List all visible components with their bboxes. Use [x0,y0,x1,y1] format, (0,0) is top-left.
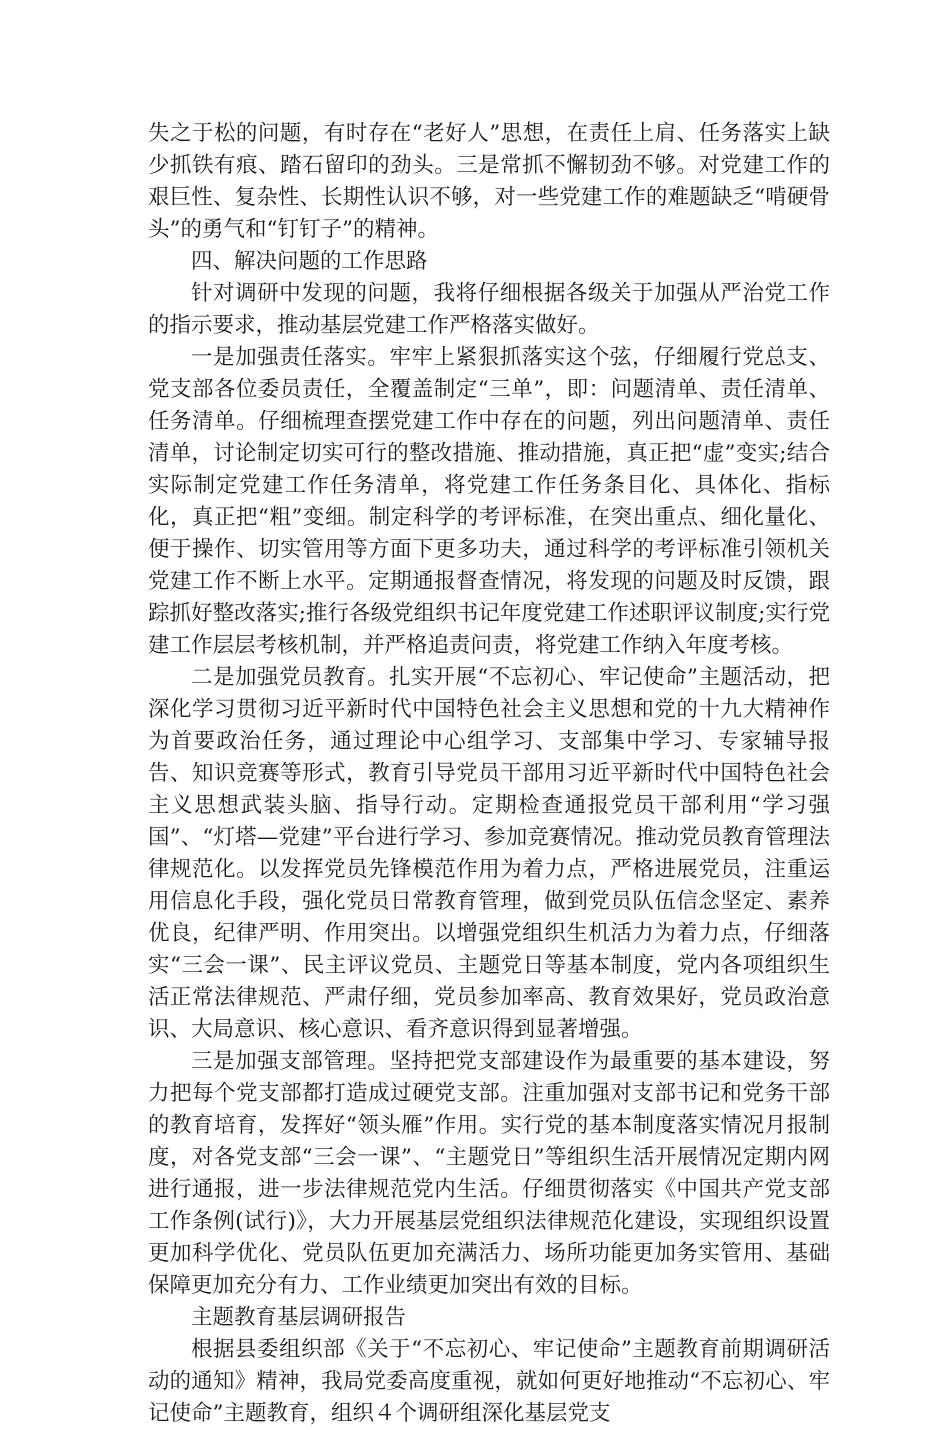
paragraph-education: 二是加强党员教育。扎实开展“不忘初心、牢记使命”主题活动，把深化学习贯彻习近平新时代中国特色社会主义思想和党的十九大精神作为首要政治任务，通过理论中心组学习、支部集中学习、专家辅导报告、知识竞赛等形式，教育引导党员干部用习近平新时代中国特色社会主义思想武装头脑、指导行动。定期检查通报党员干部利用“学习强国”、“灯塔—党建”平台进行学习、参加竞赛情况。推动党员教育管理法律规范化。以发挥党员先锋模范作用为着力点，严格进展党员，注重运用信息化手段，强化党员日常教育管理，做到党员队伍信念坚定、素养优良，纪律严明、作用突出。以增强党组织生机活力为着力点，仔细落实“三会一课”、民主评议党员、主题党日等基本制度，党内各项组织生活正常法律规范、严肃仔细，党员参加率高、教育效果好，党员政治意识、大局意识、核心意识、看齐意识得到显著增强。 [148,665,830,1042]
report-title: 主题教育基层调研报告 [191,1305,407,1330]
paragraph-continuation: 失之于松的问题，有时存在“老好人”思想，在责任上肩、任务落实上缺少抓铁有痕、踏石留印的劲头。三是常抓不懈韧劲不够。对党建工作的艰巨性、复杂性、长期性认识不够，对一些党建工作的难题缺乏“啃硬骨头”的勇气和“钉钉子”的精神。 [148,121,830,242]
document-body [148,118,830,1430]
paragraph-responsibility: 一是加强责任落实。牢牢上紧狠抓落实这个弦，仔细履行党总支、党支部各位委员责任，全覆盖制定“三单”，即：问题清单、责任清单、任务清单。仔细梳理查摆党建工作中存在的问题，列出问题清单、责任清单，讨论制定切实可行的整改措施、推动措施，真正把“虚”变实;结合实际制定党建工作任务清单，将党建工作任务条目化、具体化、指标化，真正把“粗”变细。制定科学的考评标准，在突出重点、细化量化、便于操作、切实管用等方面下更多功夫，通过科学的考评标准引领机关党建工作不断上水平。定期通报督查情况，将发现的问题及时反馈，跟踪抓好整改落实;推行各级党组织书记年度党建工作述职评议制度;实行党建工作层层考核机制，并严格追责问责，将党建工作纳入年度考核。 [148,345,830,658]
paragraph-report-opening: 根据县委组织部《关于“不忘初心、牢记使命”主题教育前期调研活动的通知》精神，我局党委高度重视，就如何更好地推动“不忘初心、牢记使命”主题教育，组织４个调研组深化基层党支 [148,1337,830,1426]
paragraph-branch-management: 三是加强支部管理。坚持把党支部建设作为最重要的基本建设，努力把每个党支部都打造成过硬党支部。注重加强对支部书记和党务干部的教育培育，发挥好“领头雁”作用。实行党的基本制度落实情况月报制度，对各党支部“三会一课”、“主题党日”等组织生活开展情况定期内网进行通报，进一步法律规范党内生活。仔细贯彻落实《中国共产党支部工作条例(试行)》，大力开展基层党组织法律规范化建设，实现组织设置更加科学优化、党员队伍更加充满活力、场所功能更加务实管用、基础保障更加充分有力、工作业绩更加突出有效的目标。 [148,1049,830,1298]
section-heading-solutions: 四、解决问题的工作思路 [191,249,428,274]
paragraph-intro: 针对调研中发现的问题，我将仔细根据各级关于加强从严治党工作的指示要求，推动基层党建工作严格落实做好。 [148,281,830,338]
